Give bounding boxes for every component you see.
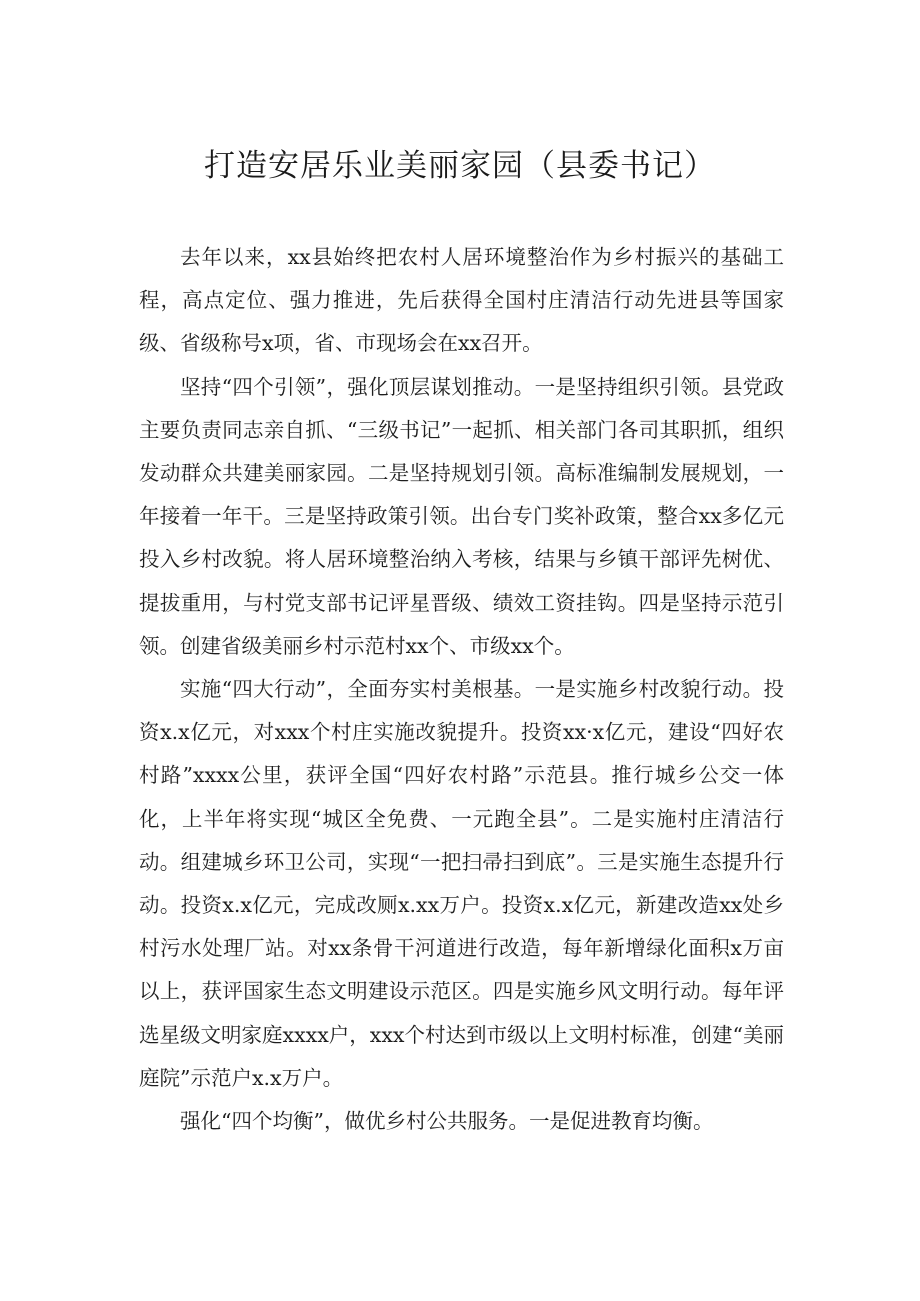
paragraph-four-guidance: 坚持“四个引领”，强化顶层谋划推动。一是坚持组织引领。县党政主要负责同志亲自抓、“三级书记”一起抓、相关部门各司其职抓，组织发动群众共建美丽家园。二是坚持规划引领。高标准编制发展规划，一年接着一年干。三是坚持政策引领。出台专门奖补政策，整合xx多亿元投入乡村改貌。将人居环境整治纳入考核，结果与乡镇干部评先树优、提拔重用，与村党支部书记评星晋级、绩效工资挂钩。四是坚持示范引领。创建省级美丽乡村示范村xx个、市级xx个。 bbox=[139, 374, 784, 658]
paragraph-four-balances: 强化“四个均衡”，做优乡村公共服务。一是促进教育均衡。 bbox=[180, 1109, 714, 1134]
paragraph-four-actions: 实施“四大行动”，全面夯实村美根基。一是实施乡村改貌行动。投资x.x亿元，对xxx个村庄实施改貌提升。投资xx·x亿元，建设“四好农村路”xxxx公里，获评全国“四好农村路”示范县。推行城乡公交一体化，上半年将实现“城区全免费、一元跑全县”。二是实施村庄清洁行动。组建城乡环卫公司，实现“一把扫帚扫到底”。三是实施生态提升行动。投资x.x亿元，完成改厕x.xx万户。投资x.x亿元，新建改造xx处乡村污水处理厂站。对xx条骨干河道进行改造，每年新增绿化面积x万亩以上，获评国家生态文明建设示范区。四是实施乡风文明行动。每年评选星级文明家庭xxxx户，xxx个村达到市级以上文明村标准，创建“美丽庭院”示范户x.x万户。 bbox=[139, 677, 784, 1090]
document-body bbox=[139, 236, 784, 1143]
paragraph-intro: 去年以来，xx县始终把农村人居环境整治作为乡村振兴的基础工程，高点定位、强力推进，先后获得全国村庄清洁行动先进县等国家级、省级称号x项，省、市现场会在xx召开。 bbox=[139, 245, 784, 356]
document-title: 打造安居乐业美丽家园（县委书记） bbox=[204, 148, 716, 184]
